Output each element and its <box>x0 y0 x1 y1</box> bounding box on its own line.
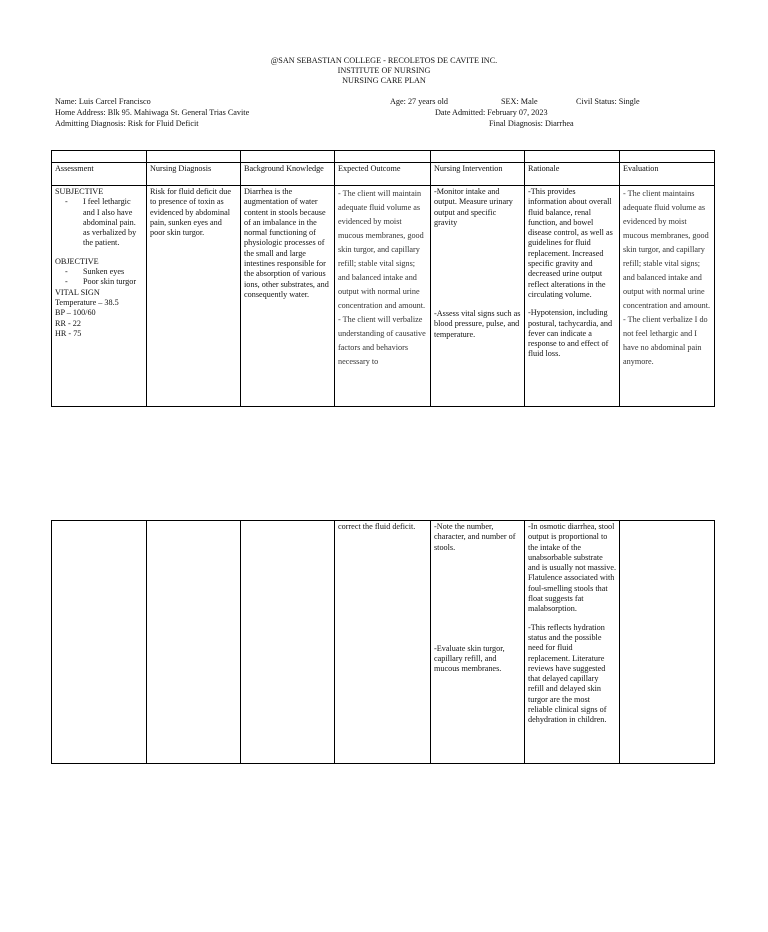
evaluation-item: - The client verbalize I do not feel lethargic and I have no abdominal pain anymore. <box>623 315 708 366</box>
column-header-assessment: Assessment <box>52 163 147 186</box>
patient-age: Age: 27 years old <box>390 97 448 106</box>
column-header-nursing-intervention: Nursing Intervention <box>431 163 525 186</box>
expected-outcome-cell <box>335 186 431 407</box>
expected-outcome-item: - The client will maintain adequate fluid volume as evidenced by moist mucous membranes, good skin turgor, and capillary refill; stable vital signs; and balanced intake and output with normal urine concentration and amount. <box>338 189 426 310</box>
document-title: NURSING CARE PLAN <box>342 76 426 85</box>
background-knowledge-cell <box>241 186 335 407</box>
date-admitted: Date Admitted: February 07, 2023 <box>435 108 548 117</box>
nursing-diagnosis-cell-empty <box>147 521 241 764</box>
rationale-item: -This provides information about overall fluid balance, renal function, and bowel disease control, as well as guidelines for fluid replacement. Increased specific gravity and decreased urine output reflect alterations in the circulating volume. <box>528 187 613 299</box>
vital-temperature: Temperature – 38.5 <box>55 297 119 307</box>
patient-address: Home Address: Blk 95. Mahiwaga St. General Trias Cavite <box>55 108 250 117</box>
assessment-cell-empty <box>52 521 147 764</box>
school-name: @SAN SEBASTIAN COLLEGE - RECOLETOS DE CAVITE INC. <box>270 56 498 65</box>
table-top-spacer-row <box>52 151 715 163</box>
rationale-item: -In osmotic diarrhea, stool output is proportional to the intake of the unabsorbable substrate and is usually not massive. Flatulence associated with foul-smelling stools that float suggests fat malabsorption. <box>528 522 617 614</box>
table-row <box>52 521 715 764</box>
admitting-diagnosis: Admitting Diagnosis: Risk for Fluid Deficit <box>55 119 199 128</box>
header-row <box>52 163 715 186</box>
expected-outcome-cell <box>335 521 431 764</box>
patient-name: Name: Luis Carcel Francisco <box>55 97 151 106</box>
intervention-item: -Monitor intake and output. Measure urinary output and specific gravity <box>434 187 513 227</box>
objective-item: - Poor skin turgor <box>55 277 143 287</box>
table-row <box>52 186 715 407</box>
nursing-intervention-cell <box>431 521 525 764</box>
vital-hr: HR - 75 <box>55 328 82 338</box>
evaluation-item: - The client maintains adequate fluid volume as evidenced by moist mucous membranes, good skin turgor, and capillary refill; stable vital signs; and balanced intake and output with normal urine concentration and amount. <box>623 189 711 310</box>
patient-sex: SEX: Male <box>501 97 538 106</box>
background-knowledge-text: Diarrhea is the augmentation of water content in stools because of an imbalance in the normal functioning of physiologic processes of the small and large intestines responsible for the absorption of various ions, other substrates, and consequently water. <box>244 187 329 299</box>
care-plan-continuation-table <box>51 520 715 764</box>
intervention-item: -Note the number, character, and number of stools. <box>434 522 516 552</box>
intervention-item: -Assess vital signs such as blood pressure, pulse, and temperature. <box>434 309 521 339</box>
column-header-nursing-diagnosis: Nursing Diagnosis <box>147 163 241 186</box>
care-plan-table <box>51 150 715 407</box>
final-diagnosis: Final Diagnosis: Diarrhea <box>489 119 574 128</box>
evaluation-cell-empty <box>620 521 715 764</box>
objective-label: OBJECTIVE <box>55 256 99 266</box>
rationale-item: -Hypotension, including postural, tachycardia, and fever can indicate a response to and effect of fluid loss. <box>528 308 613 359</box>
column-header-rationale: Rationale <box>525 163 620 186</box>
nursing-diagnosis-text: Risk for fluid deficit due to presence of toxin as evidenced by abdominal pain, sunken eyes and poor skin turgor. <box>150 187 231 238</box>
intervention-item: -Evaluate skin turgor, capillary refill, and mucous membranes. <box>434 643 505 674</box>
assessment-cell <box>52 186 147 407</box>
rationale-cell <box>525 521 620 764</box>
rationale-item: -This reflects hydration status and the possible need for fluid replacement. Literature reviews have suggested that delayed capillary refill and delayed skin turgor are the most reliable clinical signs of dehydration in children. <box>528 622 607 725</box>
institute-name: INSTITUTE OF NURSING <box>337 66 431 75</box>
nursing-diagnosis-cell <box>147 186 241 407</box>
subjective-label: SUBJECTIVE <box>55 187 104 196</box>
expected-outcome-continuation: correct the fluid deficit. <box>338 522 416 531</box>
rationale-cell <box>525 186 620 407</box>
patient-civil-status: Civil Status: Single <box>576 97 640 106</box>
evaluation-cell <box>620 186 715 407</box>
expected-outcome-item: - The client will verbalize understanding of causative factors and behaviors necessary to <box>338 315 426 366</box>
vital-bp: BP – 100/60 <box>55 308 96 318</box>
vital-rr: RR - 22 <box>55 318 81 328</box>
objective-item: - Sunken eyes <box>55 267 143 277</box>
column-header-background-knowledge: Background Knowledge <box>241 163 335 186</box>
column-header-evaluation: Evaluation <box>620 163 715 186</box>
background-knowledge-cell-empty <box>241 521 335 764</box>
nursing-intervention-cell <box>431 186 525 407</box>
column-header-expected-outcome: Expected Outcome <box>335 163 431 186</box>
vitals-label: VITAL SIGN <box>55 287 100 297</box>
subjective-item: - I feel lethargic and I also have abdominal pain. as verbalized by the patient. <box>55 197 143 248</box>
